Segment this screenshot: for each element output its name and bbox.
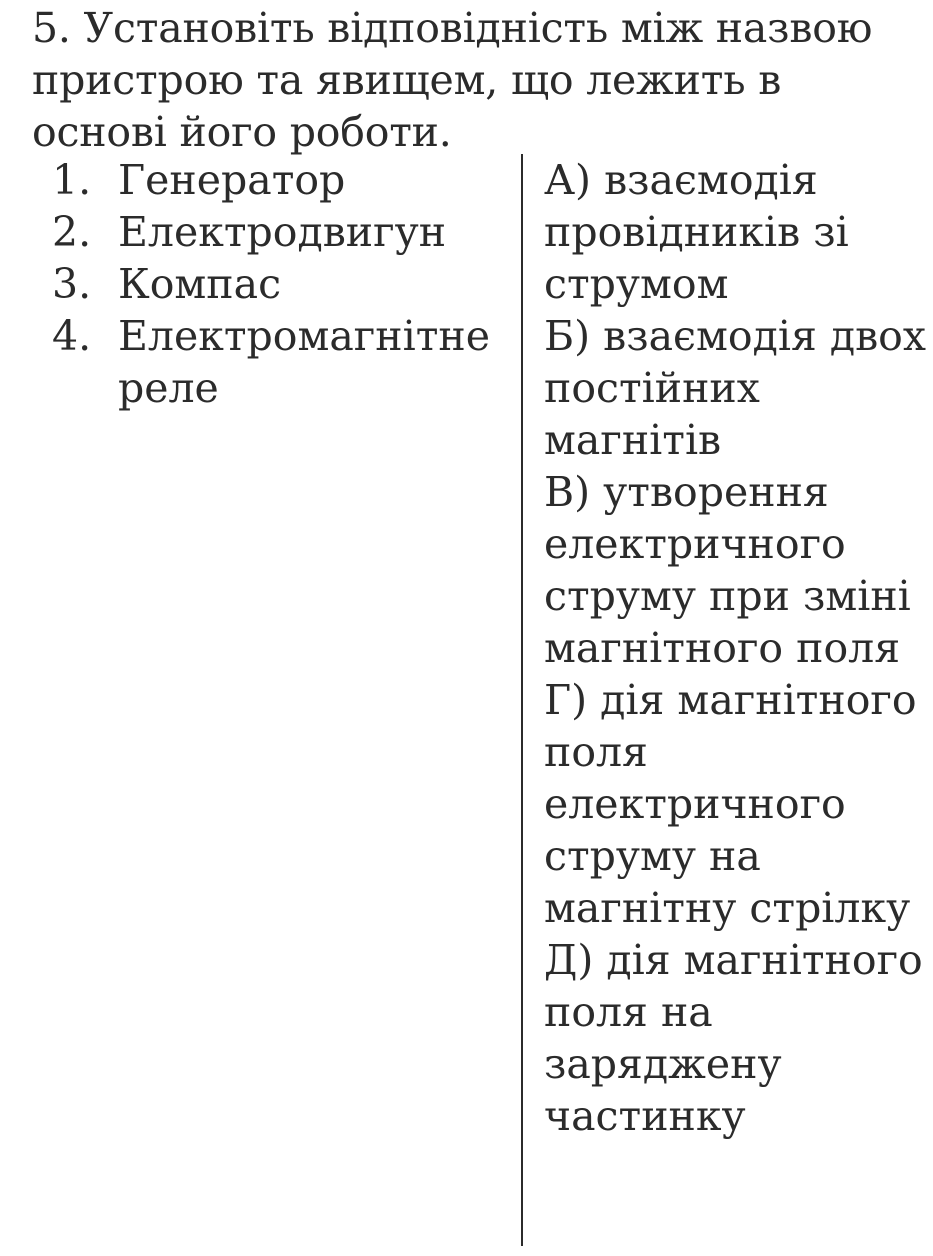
phenomenon-item: Г) дія магнітного поля електричного струму на магнітну стрілку bbox=[544, 676, 917, 932]
column-divider bbox=[521, 154, 523, 1246]
device-name: Генератор bbox=[118, 156, 346, 204]
device-item bbox=[52, 154, 512, 206]
phenomena-list bbox=[544, 154, 929, 1142]
device-name: Електромагнітне реле bbox=[118, 312, 491, 412]
device-number: 3. bbox=[52, 260, 92, 308]
device-item bbox=[52, 206, 512, 258]
device-item bbox=[52, 310, 512, 414]
phenomenon-item: Б) взаємодія двох постійних магнітів bbox=[544, 312, 926, 464]
device-number: 1. bbox=[52, 156, 92, 204]
phenomenon-item: В) утворення електричного струму при зміні магнітного поля bbox=[544, 468, 911, 672]
device-name: Компас bbox=[118, 260, 282, 308]
phenomenon-item: А) взаємодія провідників зі струмом bbox=[544, 156, 849, 308]
device-item bbox=[52, 258, 512, 310]
device-number: 2. bbox=[52, 208, 92, 256]
phenomenon-item: Д) дія магнітного поля на заряджену частинку bbox=[544, 936, 923, 1140]
devices-list bbox=[52, 154, 512, 414]
device-number: 4. bbox=[52, 312, 92, 360]
device-name: Електродвигун bbox=[118, 208, 447, 256]
question-text: 5. Установіть відповідність між назвою пристрою та явищем, що лежить в основі його роботи. bbox=[32, 4, 873, 156]
